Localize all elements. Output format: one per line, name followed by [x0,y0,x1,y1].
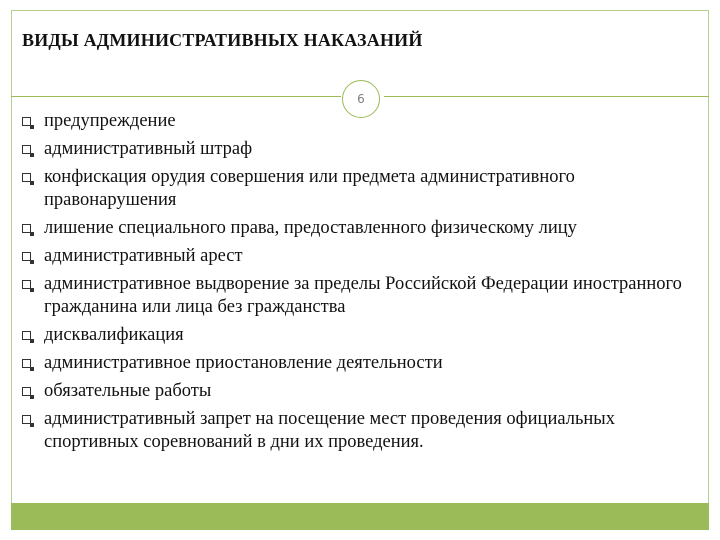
list-item [22,245,694,268]
square-bullet-icon [22,387,31,396]
list-item-label: административный штраф [44,139,253,159]
list-item-label: лишение специального права, предоставленного физическому лицу [44,218,577,238]
list-item [22,217,694,240]
list-item-label: административный запрет на посещение мест проведения официальных спортивных соревнований в дни их проведения. [44,409,615,452]
list-item [22,110,694,133]
punishment-list [22,110,694,459]
square-bullet-icon [22,173,31,182]
square-bullet-icon [22,415,31,424]
list-item [22,380,694,403]
divider-left [11,96,341,97]
list-item-label: административное выдворение за пределы Российской Федерации иностранного гражданина или лица без гражданства [44,274,682,317]
square-bullet-icon [22,117,31,126]
list-item-label: предупреждение [44,111,176,131]
list-item-label: административное приостановление деятельности [44,353,443,373]
square-bullet-icon [22,280,31,289]
list-item [22,273,694,319]
list-item [22,324,694,347]
square-bullet-icon [22,224,31,233]
list-item-label: дисквалификация [44,325,184,345]
square-bullet-icon [22,252,31,261]
list-item [22,352,694,375]
list-item [22,138,694,161]
list-item-label: обязательные работы [44,381,212,401]
footer-bar [11,503,709,530]
list-item-label: конфискация орудия совершения или предмета административного правонарушения [44,167,575,210]
slide-title: ВИДЫ АДМИНИСТРАТИВНЫХ НАКАЗАНИЙ [22,30,423,50]
square-bullet-icon [22,145,31,154]
divider-right [384,96,709,97]
page-number-badge: 6 [342,80,380,118]
square-bullet-icon [22,331,31,340]
list-item-label: административный арест [44,246,243,266]
square-bullet-icon [22,359,31,368]
list-item [22,166,694,212]
list-item [22,408,694,454]
